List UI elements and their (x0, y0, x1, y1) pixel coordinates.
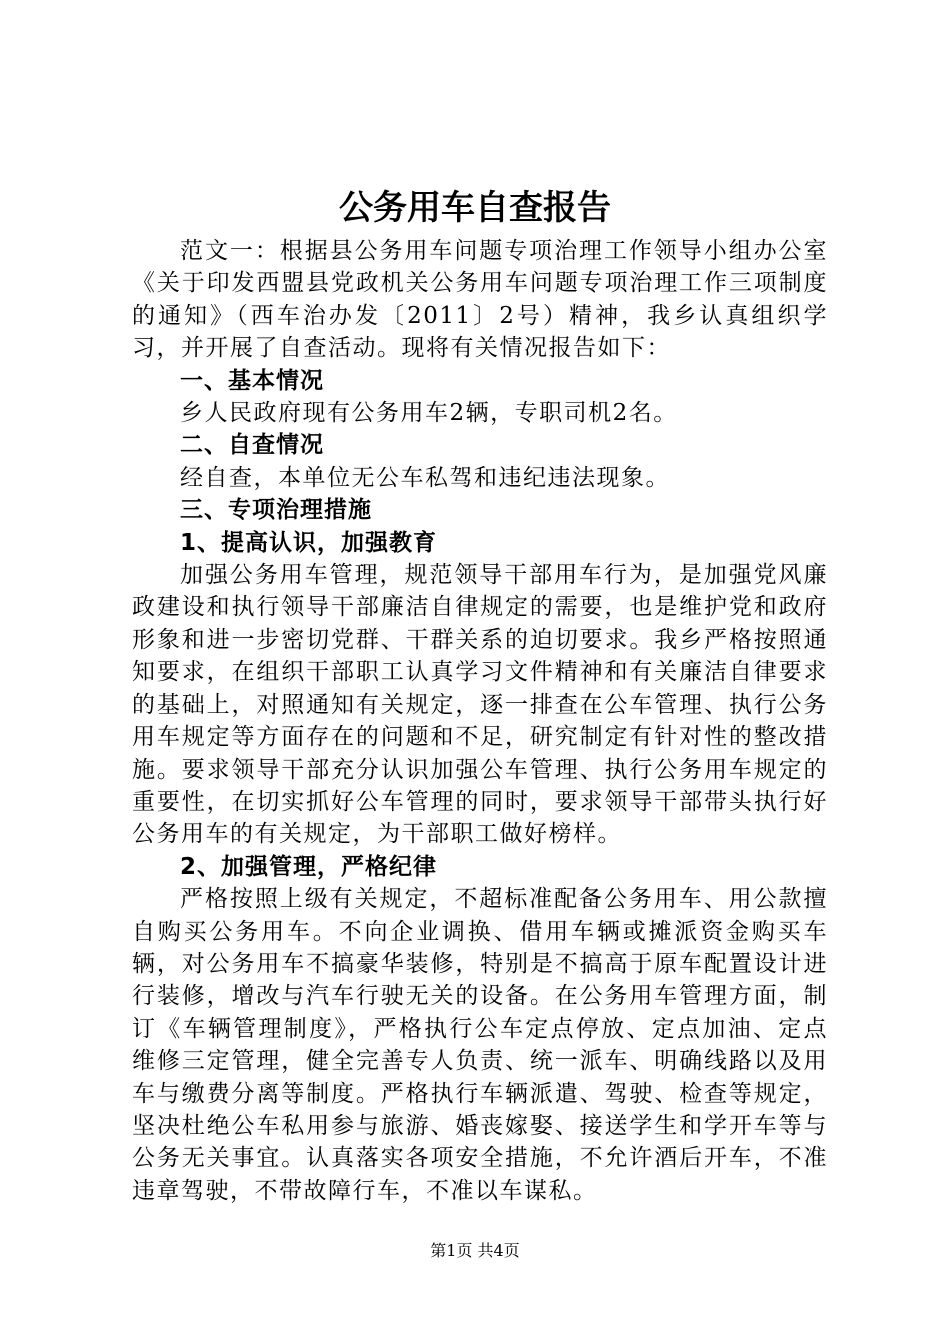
subsection-heading-management: 2、加强管理，严格纪律 (180, 853, 438, 880)
section-text-selfcheck: 经自查，本单位无公车私驾和违纪违法现象。 (180, 464, 670, 491)
subsection-text-awareness: 加强公务用车管理，规范领导干部用车行为，是加强党风廉政建设和执行领导干部廉洁自律规定的需要，也是维护党和政府形象和进一步密切党群、干群关系的迫切要求。我乡严格按照通知要求，在组织干部职工认真学习文件精神和有关廉洁自律要求的基础上，对照通知有关规定，逐一排查在公车管理、执行公务用车规定等方面存在的问题和不足，研究制定有针对性的整改措施。要求领导干部充分认识加强公车管理、执行公务用车规定的重要性，在切实抓好公车管理的同时，要求领导干部带头执行好公务用车的有关规定，为干部职工做好榜样。 (132, 562, 828, 848)
page-number-footer: 第1页 共4页 (430, 1241, 520, 1260)
document-title: 公务用车自查报告 (339, 188, 611, 228)
intro-paragraph: 范文一：根据县公务用车问题专项治理工作领导小组办公室《关于印发西盟县党政机关公务用车问题专项治理工作三项制度的通知》（西车治办发〔2011〕2号）精神，我乡认真组织学习，并开展了自查活动。现将有关情况报告如下： (132, 238, 828, 362)
section-heading-selfcheck: 二、自查情况 (180, 432, 324, 459)
document-body (132, 235, 828, 1207)
subsection-heading-awareness: 1、提高认识，加强教育 (180, 529, 438, 556)
section-heading-basic: 一、基本情况 (180, 367, 324, 394)
subsection-text-management: 严格按照上级有关规定，不超标准配备公务用车、用公款擅自购买公务用车。不向企业调换、借用车辆或摊派资金购买车辆，对公务用车不搞豪华装修，特别是不搞高于原车配置设计进行装修，增改与汽车行驶无关的设备。在公务用车管理方面，制订《车辆管理制度》，严格执行公车定点停放、定点加油、定点维修三定管理，健全完善专人负责、统一派车、明确线路以及用车与缴费分离等制度。严格执行车辆派遣、驾驶、检查等规定，坚决杜绝公车私用参与旅游、婚丧嫁娶、接送学生和学开车等与公务无关事宜。认真落实各项安全措施，不允许酒后开车，不准违章驾驶，不带故障行车，不准以车谋私。 (132, 886, 828, 1204)
section-heading-measures: 三、专项治理措施 (180, 497, 372, 524)
section-text-basic: 乡人民政府现有公务用车2辆，专职司机2名。 (180, 400, 678, 427)
